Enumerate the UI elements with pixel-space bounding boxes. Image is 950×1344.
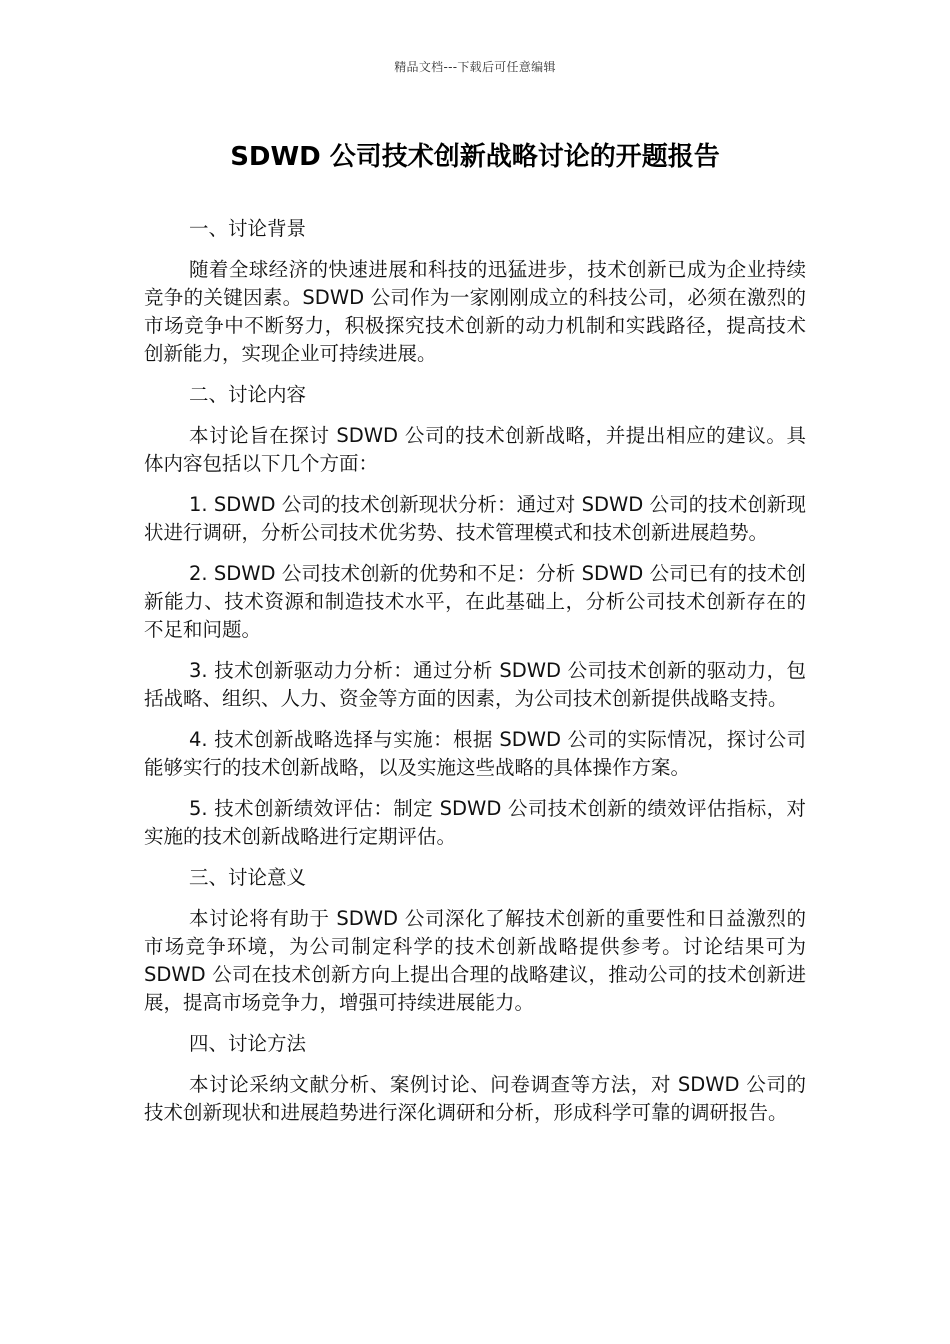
section-heading-background: 一、讨论背景 — [189, 217, 307, 240]
list-item-1: 1. SDWD 公司的技术创新现状分析：通过对 SDWD 公司的技术创新现状进行调研，分析公司技术优劣势、技术管理模式和技术创新进展趋势。 — [144, 493, 806, 544]
paragraph-content-intro: 本讨论旨在探讨 SDWD 公司的技术创新战略，并提出相应的建议。具体内容包括以下几个方面： — [144, 424, 806, 475]
list-item-2: 2. SDWD 公司技术创新的优势和不足：分析 SDWD 公司已有的技术创新能力、技术资源和制造技术水平，在此基础上，分析公司技术创新存在的不足和问题。 — [144, 562, 806, 641]
section-heading-methods: 四、讨论方法 — [189, 1032, 307, 1055]
paragraph-significance: 本讨论将有助于 SDWD 公司深化了解技术创新的重要性和日益激烈的市场竞争环境，为公司制定科学的技术创新战略提供参考。讨论结果可为 SDWD 公司在技术创新方向上提出合理的战略建议，推动公司的技术创新进展，提高市场竞争力，增强可持续进展能力。 — [144, 907, 806, 1014]
document-body — [144, 215, 806, 1140]
paragraph-methods: 本讨论采纳文献分析、案例讨论、问卷调查等方法，对 SDWD 公司的技术创新现状和进展趋势进行深化调研和分析，形成科学可靠的调研报告。 — [144, 1073, 806, 1124]
section-heading-significance: 三、讨论意义 — [189, 866, 307, 889]
document-title: SDWD 公司技术创新战略讨论的开题报告 — [230, 142, 720, 172]
list-item-3: 3. 技术创新驱动力分析：通过分析 SDWD 公司技术创新的驱动力，包括战略、组织、人力、资金等方面的因素，为公司技术创新提供战略支持。 — [144, 659, 806, 710]
header-note: 精品文档---下载后可任意编辑 — [394, 60, 556, 74]
paragraph-background: 随着全球经济的快速进展和科技的迅猛进步，技术创新已成为企业持续竞争的关键因素。SDWD 公司作为一家刚刚成立的科技公司，必须在激烈的市场竞争中不断努力，积极探究技术创新的动力机制和实践路径，提高技术创新能力，实现企业可持续进展。 — [144, 258, 806, 365]
list-item-5: 5. 技术创新绩效评估：制定 SDWD 公司技术创新的绩效评估指标，对实施的技术创新战略进行定期评估。 — [144, 797, 806, 848]
section-heading-content: 二、讨论内容 — [189, 383, 307, 406]
list-item-4: 4. 技术创新战略选择与实施：根据 SDWD 公司的实际情况，探讨公司能够实行的技术创新战略，以及实施这些战略的具体操作方案。 — [144, 728, 806, 779]
